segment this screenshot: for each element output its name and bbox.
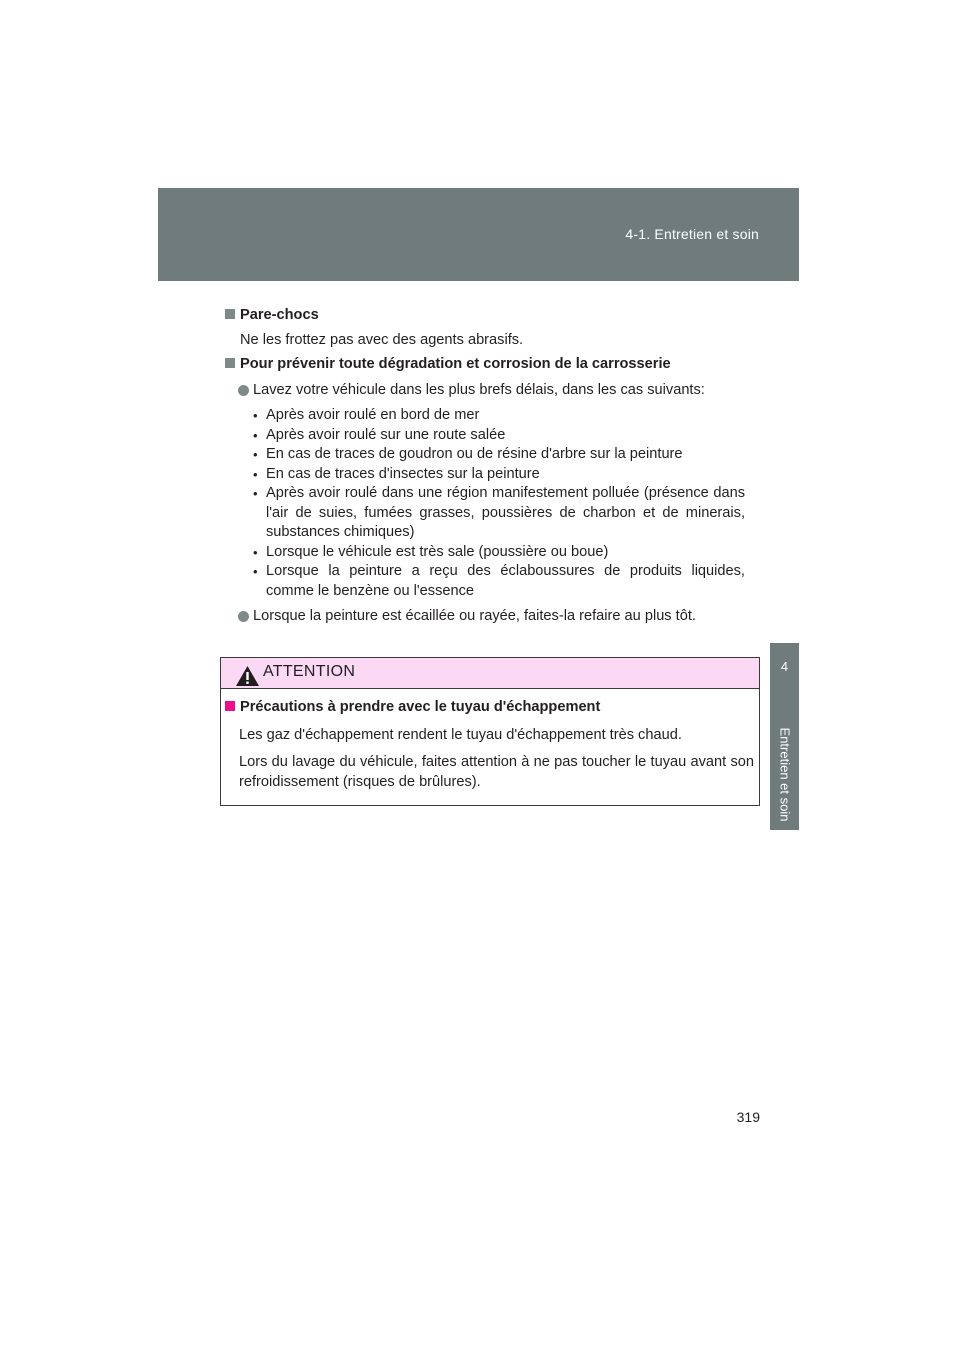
page-header-band	[158, 188, 799, 281]
warning-triangle-icon	[235, 665, 260, 687]
attention-body	[221, 689, 759, 792]
corrosion-heading-text: Pour prévenir toute dégradation et corrosion de la carrosserie	[240, 356, 671, 372]
corrosion-item-wash-text: Lavez votre véhicule dans les plus brefs délais, dans les cas suivants:	[253, 381, 705, 398]
round-bullet-icon	[238, 385, 249, 396]
exhaust-heading	[225, 698, 754, 718]
attention-header	[221, 658, 759, 689]
list-item: • Après avoir roulé dans une région manifestement polluée (présence dans l'air de suies, fumées grasses, poussières de charbon et de minerais, substances chimiques)	[253, 484, 745, 543]
bumpers-heading	[225, 306, 745, 326]
section-title: 4-1. Entretien et soin	[625, 226, 759, 242]
list-item: • En cas de traces de goudron ou de résine d'arbre sur la peinture	[253, 445, 745, 465]
corrosion-item-paint	[238, 607, 745, 627]
square-bullet-icon	[225, 701, 235, 711]
list-item: • En cas de traces d'insectes sur la peinture	[253, 465, 745, 485]
list-item: • Après avoir roulé en bord de mer	[253, 406, 745, 426]
main-content	[225, 306, 745, 633]
square-bullet-icon	[225, 358, 235, 368]
bumpers-text: Ne les frottez pas avec des agents abrasifs.	[240, 331, 524, 348]
list-item: • Lorsque le véhicule est très sale (poussière ou boue)	[253, 543, 745, 563]
list-item: • Après avoir roulé sur une route salée	[253, 426, 745, 446]
chapter-label: Entretien et soin	[777, 727, 793, 821]
attention-box	[220, 657, 760, 806]
exhaust-text-2: Lors du lavage du véhicule, faites attention à ne pas toucher le tuyau avant son refroidissement (risques de brûlures).	[239, 754, 754, 790]
attention-title: ATTENTION	[263, 663, 356, 680]
bumpers-heading-text: Pare-chocs	[240, 307, 319, 323]
corrosion-item-wash	[238, 381, 745, 401]
corrosion-heading	[225, 355, 745, 375]
wash-conditions-list	[253, 406, 745, 601]
chapter-label-wrapper	[770, 718, 799, 830]
square-bullet-icon	[225, 309, 235, 319]
exhaust-heading-text: Précautions à prendre avec le tuyau d'échappement	[240, 699, 601, 715]
chapter-number: 4	[780, 659, 789, 674]
round-bullet-icon	[238, 611, 249, 622]
page-number: 319	[736, 1109, 760, 1125]
exhaust-text-1: Les gaz d'échappement rendent le tuyau d'échappement très chaud.	[239, 726, 682, 743]
corrosion-item-paint-text: Lorsque la peinture est écaillée ou rayée, faites-la refaire au plus tôt.	[253, 608, 696, 624]
list-item: • Lorsque la peinture a reçu des éclaboussures de produits liquides, comme le benzène ou l'essence	[253, 562, 745, 601]
